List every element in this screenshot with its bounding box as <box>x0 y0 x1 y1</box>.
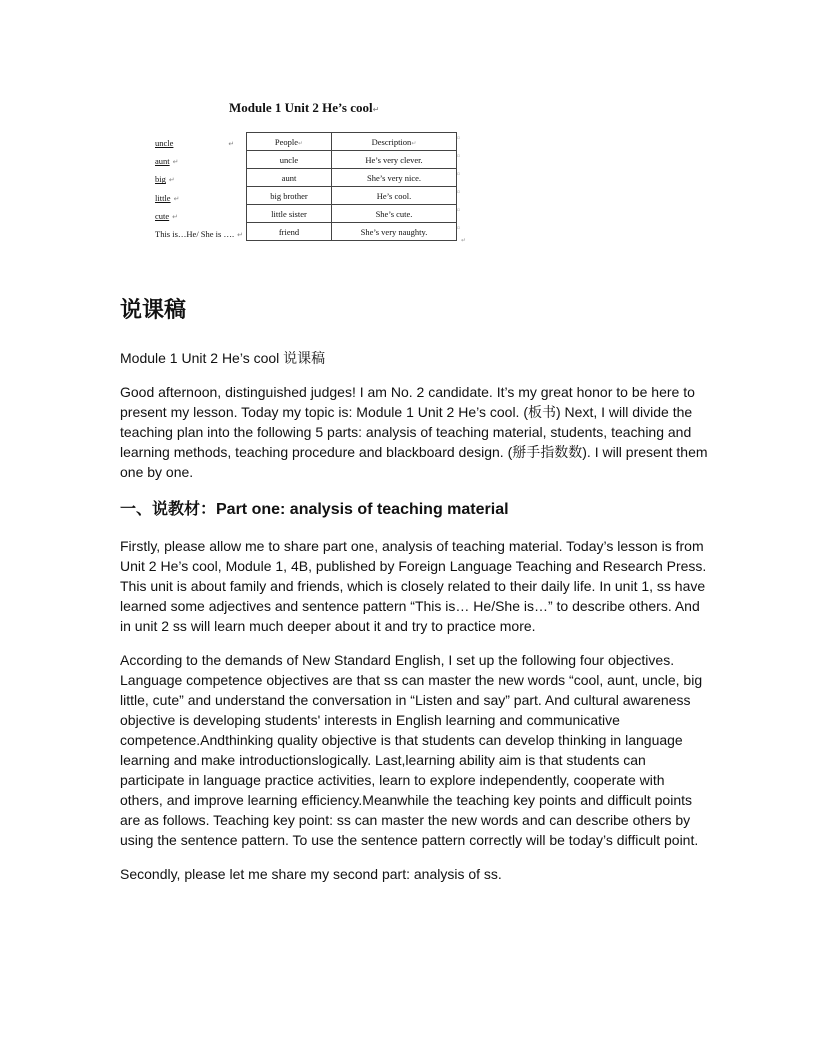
table-cell: He’s cool. <box>332 187 457 205</box>
table-row <box>247 151 457 169</box>
paragraph-mark-icon: ↵ <box>173 194 180 203</box>
paragraph-mark-icon: ↵ <box>461 238 467 244</box>
body-paragraph: Secondly, please let me share my second part: analysis of ss. <box>120 866 502 882</box>
paragraph-mark-icon: ↵ <box>228 140 235 148</box>
table-header-cell: Description↵ <box>332 133 457 151</box>
document-subtitle: Module 1 Unit 2 He’s cool 说课稿 <box>120 350 326 366</box>
table-row <box>247 223 457 241</box>
table-cell: little sister <box>247 205 332 223</box>
board-word: aunt ↵ <box>155 156 179 167</box>
page-title: 说课稿 <box>120 297 187 322</box>
body-paragraph: According to the demands of New Standard English, I set up the following four objectives. Language competence objectives are that ss can master the new words “cool, aunt, uncle, big little, cute” and understand the conversation in “Listen and say” part. And cultural awareness objective is developing students' interests in English learning and communicative competence.Andthinking quality objective is that students can develop thinking in language learning and make introductionslogically. Last,learning ability aim is that students can participate in language practice activities, learn to explore independently, cooperate with others, and improve learning efficiency.Meanwhile the teaching key points and difficult points are as follows. Teaching key point: ss can master the new words and can describe others by using the sentence pattern. To use the sentence pattern correctly will be today’s difficult point. <box>120 652 703 848</box>
body-paragraph: Firstly, please allow me to share part one, analysis of teaching material. Today’s lesson is from Unit 2 He’s cool, Module 1, 4B, published by Foreign Language Teaching and Research Press. This unit is about family and friends, which is closely related to their daily life. In unit 1, ss have learned some adjectives and sentence pattern “This is… He/She is…” to describe others. And in unit 2 ss will learn much deeper about it and try to practice more. <box>120 538 707 634</box>
table-row <box>247 169 457 187</box>
board-word: little ↵ <box>155 192 180 203</box>
board-word: big ↵ <box>155 174 175 185</box>
paragraph-mark-icon: ↵ <box>372 105 380 114</box>
table-cell: She’s very naughty. <box>332 223 457 241</box>
table-cell: uncle <box>247 151 332 169</box>
paragraph-mark-icon: ↵ <box>168 176 175 185</box>
table-cell: She’s cute. <box>332 205 457 223</box>
board-table <box>246 132 457 241</box>
cell-mark-icon: ¤ <box>457 136 460 142</box>
section-heading: 一、说教材：Part one: analysis of teaching material <box>120 501 509 518</box>
board-word: This is…He/ She is …. ↵ <box>155 228 243 239</box>
table-cell: big brother <box>247 187 332 205</box>
board-word-list <box>155 134 243 243</box>
table-cell: He’s very clever. <box>332 151 457 169</box>
board-title-text: Module 1 Unit 2 He’s cool <box>229 100 373 115</box>
cell-mark-icon: ¤ <box>457 172 460 178</box>
board-word: uncle ↵ <box>155 138 235 148</box>
table-cell: aunt <box>247 169 332 187</box>
board-title <box>229 100 379 116</box>
board-word: cute ↵ <box>155 210 179 221</box>
cell-mark-icon: ¤ <box>457 190 460 196</box>
paragraph-mark-icon: ↵ <box>172 158 179 167</box>
table-cell: friend <box>247 223 332 241</box>
cell-mark-icon: ¤ <box>457 154 460 160</box>
paragraph-mark-icon: ↵ <box>237 230 243 239</box>
table-header-cell: People↵ <box>247 133 332 151</box>
table-row <box>247 187 457 205</box>
cell-mark-icon: ¤ <box>457 226 460 232</box>
table-header-row <box>247 133 457 151</box>
blackboard-design-image <box>150 96 470 246</box>
document-body <box>120 290 710 884</box>
table-cell: She’s very nice. <box>332 169 457 187</box>
table-row <box>247 205 457 223</box>
cell-mark-icon: ¤ <box>457 208 460 214</box>
paragraph-mark-icon: ↵ <box>172 212 179 221</box>
intro-paragraph: Good afternoon, distinguished judges! I am No. 2 candidate. It’s my great honor to be here to present my lesson. Today my topic is: Module 1 Unit 2 He’s cool. (板书) Next, I will divide the teaching plan into the following 5 parts: analysis of teaching material, students, teaching and learning methods, teaching procedure and blackboard design. (掰手指数数). I will present them one by one. <box>120 384 708 480</box>
